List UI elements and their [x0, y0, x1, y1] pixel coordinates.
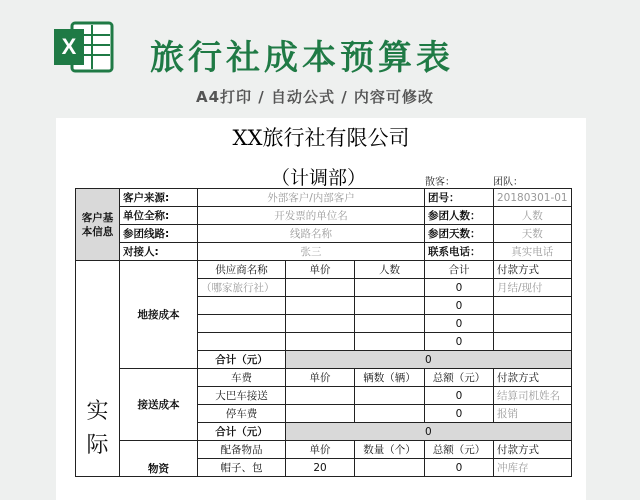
transfer-cost-section: 接送成本 — [120, 369, 198, 441]
cell-input[interactable]: 20180301-01 — [494, 189, 572, 207]
column-header: 单价 — [286, 261, 355, 279]
column-header: 总额（元） — [425, 369, 494, 387]
sum-label: 合计（元） — [198, 351, 286, 369]
column-header: 供应商名称 — [198, 261, 286, 279]
column-header: 车费 — [198, 369, 286, 387]
table-row — [76, 243, 572, 261]
cell-input[interactable]: 帽子、包 — [198, 459, 286, 477]
cell-input[interactable]: 冲库存 — [494, 459, 572, 477]
cell-input[interactable] — [494, 297, 572, 315]
cell-input[interactable] — [198, 297, 286, 315]
company-title: XX旅行社有限公司 — [232, 126, 410, 150]
cell-input[interactable] — [286, 297, 355, 315]
column-header: 总额（元） — [425, 441, 494, 459]
table-row — [76, 225, 572, 243]
cell-input[interactable] — [286, 279, 355, 297]
cell-input[interactable] — [286, 333, 355, 351]
cell-label: 客户来源: — [120, 189, 198, 207]
cell-input[interactable] — [355, 297, 425, 315]
spreadsheet-page — [56, 118, 586, 500]
cell-input[interactable]: 停车费 — [198, 405, 286, 423]
column-header: 配备物品 — [198, 441, 286, 459]
cell-input[interactable] — [355, 279, 425, 297]
column-header: 辆数（辆） — [355, 369, 425, 387]
cell-input[interactable] — [494, 315, 572, 333]
cell-label: 联系电话： — [425, 243, 494, 261]
cell-input[interactable] — [286, 315, 355, 333]
cell-input[interactable]: 天数 — [494, 225, 572, 243]
cell-input[interactable]: 大巴车接送 — [198, 387, 286, 405]
cell-input[interactable]: 线路名称 — [198, 225, 425, 243]
label-individual: 散客： — [425, 177, 455, 188]
table-row — [76, 207, 572, 225]
cell-input[interactable] — [355, 387, 425, 405]
cell-input[interactable] — [286, 387, 355, 405]
cell-input[interactable]: 开发票的单位名 — [198, 207, 425, 225]
column-header: 数量（个） — [355, 441, 425, 459]
cell-label: 对接人: — [120, 243, 198, 261]
column-header: 人数 — [355, 261, 425, 279]
column-header: 付款方式 — [494, 441, 572, 459]
cell-total: 0 — [425, 297, 494, 315]
excel-logo-icon — [52, 21, 114, 73]
cell-input[interactable] — [355, 405, 425, 423]
column-header: 合计 — [425, 261, 494, 279]
ground-cost-section: 地接成本 — [120, 261, 198, 369]
cell-input[interactable]: 报销 — [494, 405, 572, 423]
cell-input[interactable]: 张三 — [198, 243, 425, 261]
table-row — [76, 441, 572, 459]
cell-input[interactable]: 真实电话 — [494, 243, 572, 261]
column-header: 付款方式 — [494, 261, 572, 279]
supplies-section: 物资 — [120, 441, 198, 477]
basic-info-section: 客户基本信息 — [76, 189, 120, 261]
cell-input[interactable] — [198, 315, 286, 333]
cell-total: 0 — [425, 279, 494, 297]
actual-section: 实际 — [76, 261, 120, 477]
cell-input[interactable] — [286, 405, 355, 423]
table-row — [76, 369, 572, 387]
cell-label: 团号： — [425, 189, 494, 207]
cell-input[interactable] — [355, 333, 425, 351]
cell-total: 0 — [425, 459, 494, 477]
department-label: （计调部） — [271, 167, 367, 189]
cell-input[interactable] — [494, 333, 572, 351]
page-subtitle: A4打印 / 自动公式 / 内容可修改 — [196, 88, 434, 106]
sum-label: 合计（元） — [198, 423, 286, 441]
cell-input[interactable] — [355, 315, 425, 333]
table-row — [76, 189, 572, 207]
table-row — [76, 261, 572, 279]
cell-input[interactable] — [198, 333, 286, 351]
cell-input[interactable] — [355, 459, 425, 477]
cell-total: 0 — [425, 333, 494, 351]
cell-label: 单位全称: — [120, 207, 198, 225]
column-header: 单价 — [286, 441, 355, 459]
budget-table — [75, 188, 572, 477]
cell-input[interactable]: 月结/现付 — [494, 279, 572, 297]
cell-input[interactable]: 结算司机姓名 — [494, 387, 572, 405]
cell-label: 参团人数： — [425, 207, 494, 225]
column-header: 付款方式 — [494, 369, 572, 387]
label-group: 团队： — [493, 177, 523, 188]
cell-total: 0 — [425, 405, 494, 423]
cell-total: 0 — [425, 315, 494, 333]
sum-value: 0 — [286, 351, 572, 369]
cell-input[interactable]: 20 — [286, 459, 355, 477]
cell-input[interactable]: 人数 — [494, 207, 572, 225]
cell-input[interactable]: （哪家旅行社） — [198, 279, 286, 297]
cell-input[interactable]: 外部客户/内部客户 — [198, 189, 425, 207]
cell-label: 参团线路: — [120, 225, 198, 243]
header — [0, 0, 640, 118]
cell-label: 参团天数： — [425, 225, 494, 243]
column-header: 单价 — [286, 369, 355, 387]
sum-value: 0 — [286, 423, 572, 441]
page-title: 旅行社成本预算表 — [150, 38, 454, 78]
svg-text:X: X — [61, 34, 77, 59]
cell-total: 0 — [425, 387, 494, 405]
